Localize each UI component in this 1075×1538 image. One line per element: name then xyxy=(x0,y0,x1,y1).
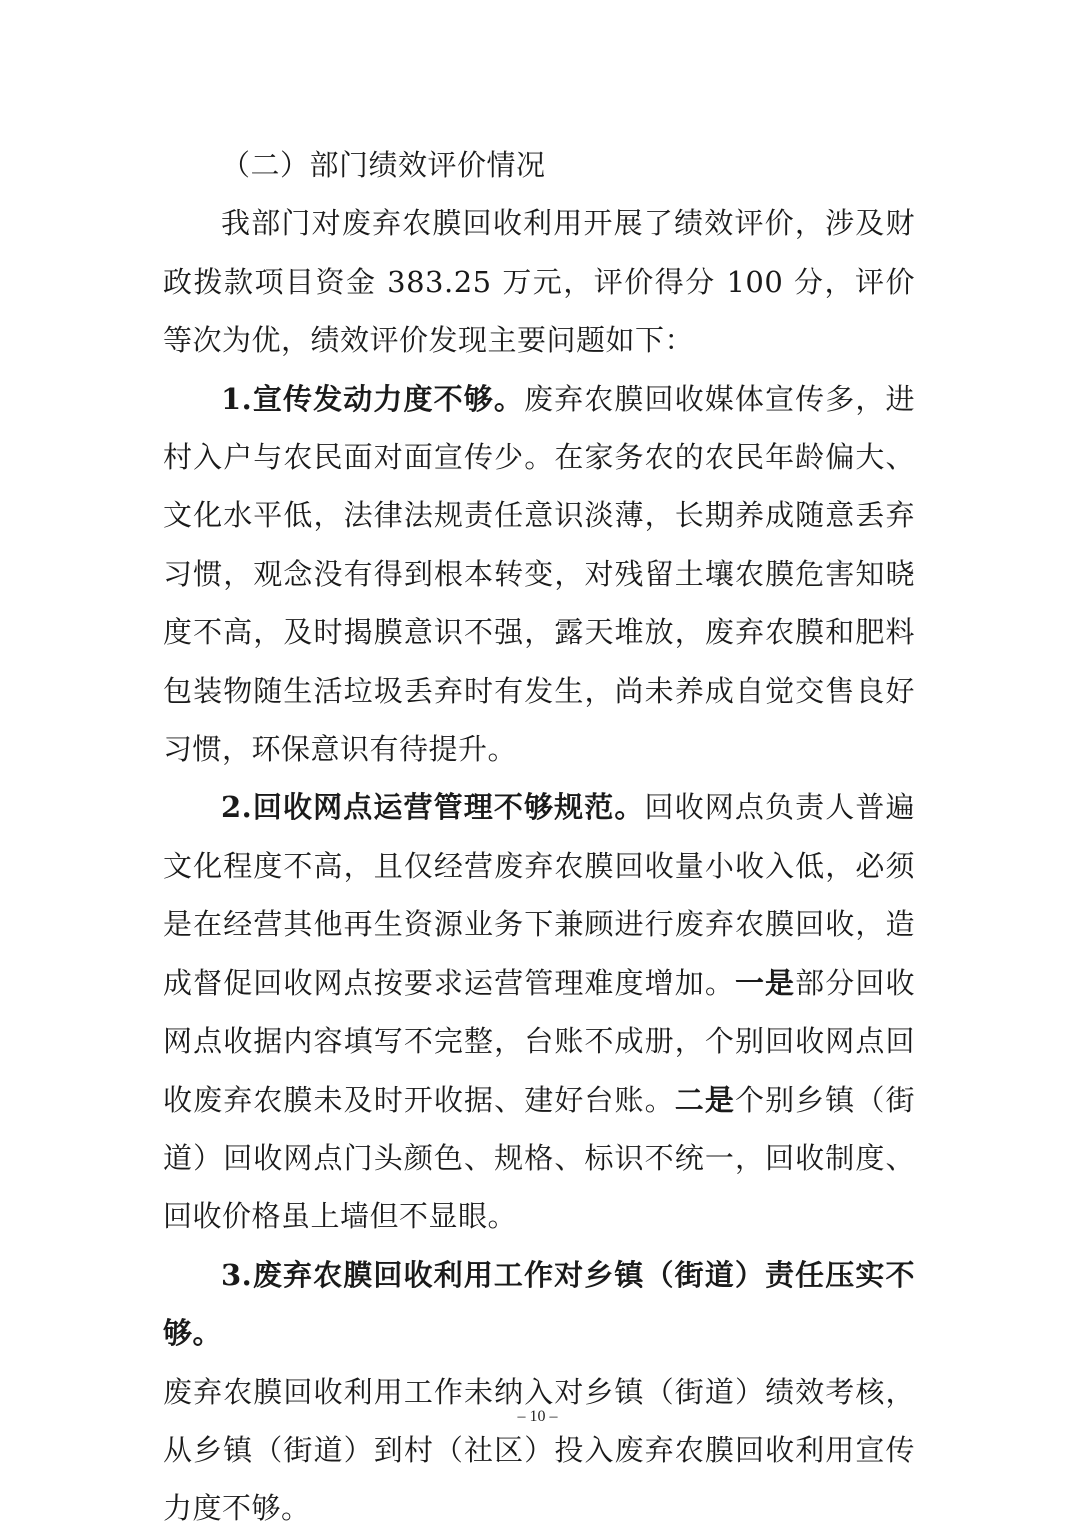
page-number: – 10 – xyxy=(517,1408,558,1425)
issue-2-paragraph xyxy=(163,778,915,1245)
issue-3-heading-paragraph xyxy=(163,1246,915,1363)
section-heading: （二）部门绩效评价情况 xyxy=(221,148,546,182)
issue-2-text-b: 部分回收网点收据内容填写不完整，台账不成册，个别回收网点回收废弃农膜未及时开收据、建好台账。 xyxy=(163,965,915,1117)
issue-1-heading: 1.宣传发动力度不够。 xyxy=(221,381,525,416)
issue-2-text-c: 个别乡镇（街道）回收网点门头颜色、规格、标识不统一，回收制度、回收价格虽上墙但不显眼。 xyxy=(163,1082,915,1234)
issue-3-heading: 3.废弃农膜回收利用工作对乡镇（街道）责任压实不够。 xyxy=(163,1257,915,1351)
issue-2-heading: 2.回收网点运营管理不够规范。 xyxy=(221,790,645,825)
issue-2-text-a: 回收网点负责人普遍文化程度不高，且仅经营废弃农膜回收量小收入低，必须是在经营其他再生资源业务下兼顾进行废弃农膜回收，造成督促回收网点按要求运营管理难度增加。 xyxy=(163,790,915,1000)
issue-2-marker-b: 二是 xyxy=(674,1082,735,1117)
document-body xyxy=(163,136,915,1538)
issue-2-marker-a: 一是 xyxy=(734,965,796,1000)
intro-paragraph: 我部门对废弃农膜回收利用开展了绩效评价，涉及财政拨款项目资金 383.25 万元，评价得分 100 分，评价等次为优，绩效评价发现主要问题如下： xyxy=(163,206,915,358)
issue-3-text: 废弃农膜回收利用工作未纳入对乡镇（街道）绩效考核，从乡镇（街道）到村（社区）投入废弃农膜回收利用宣传力度不够。 xyxy=(163,1374,915,1526)
issue-1-paragraph xyxy=(163,370,915,779)
issue-1-text: 废弃农膜回收媒体宣传多，进村入户与农民面对面宣传少。在家务农的农民年龄偏大、文化水平低，法律法规责任意识淡薄，长期养成随意丢弃习惯，观念没有得到根本转变，对残留土壤农膜危害知晓度不高，及时揭膜意识不强，露天堆放，废弃农膜和肥料包装物随生活垃圾丢弃时有发生，尚未养成自觉交售良好习惯，环保意识有待提升。 xyxy=(163,381,915,767)
